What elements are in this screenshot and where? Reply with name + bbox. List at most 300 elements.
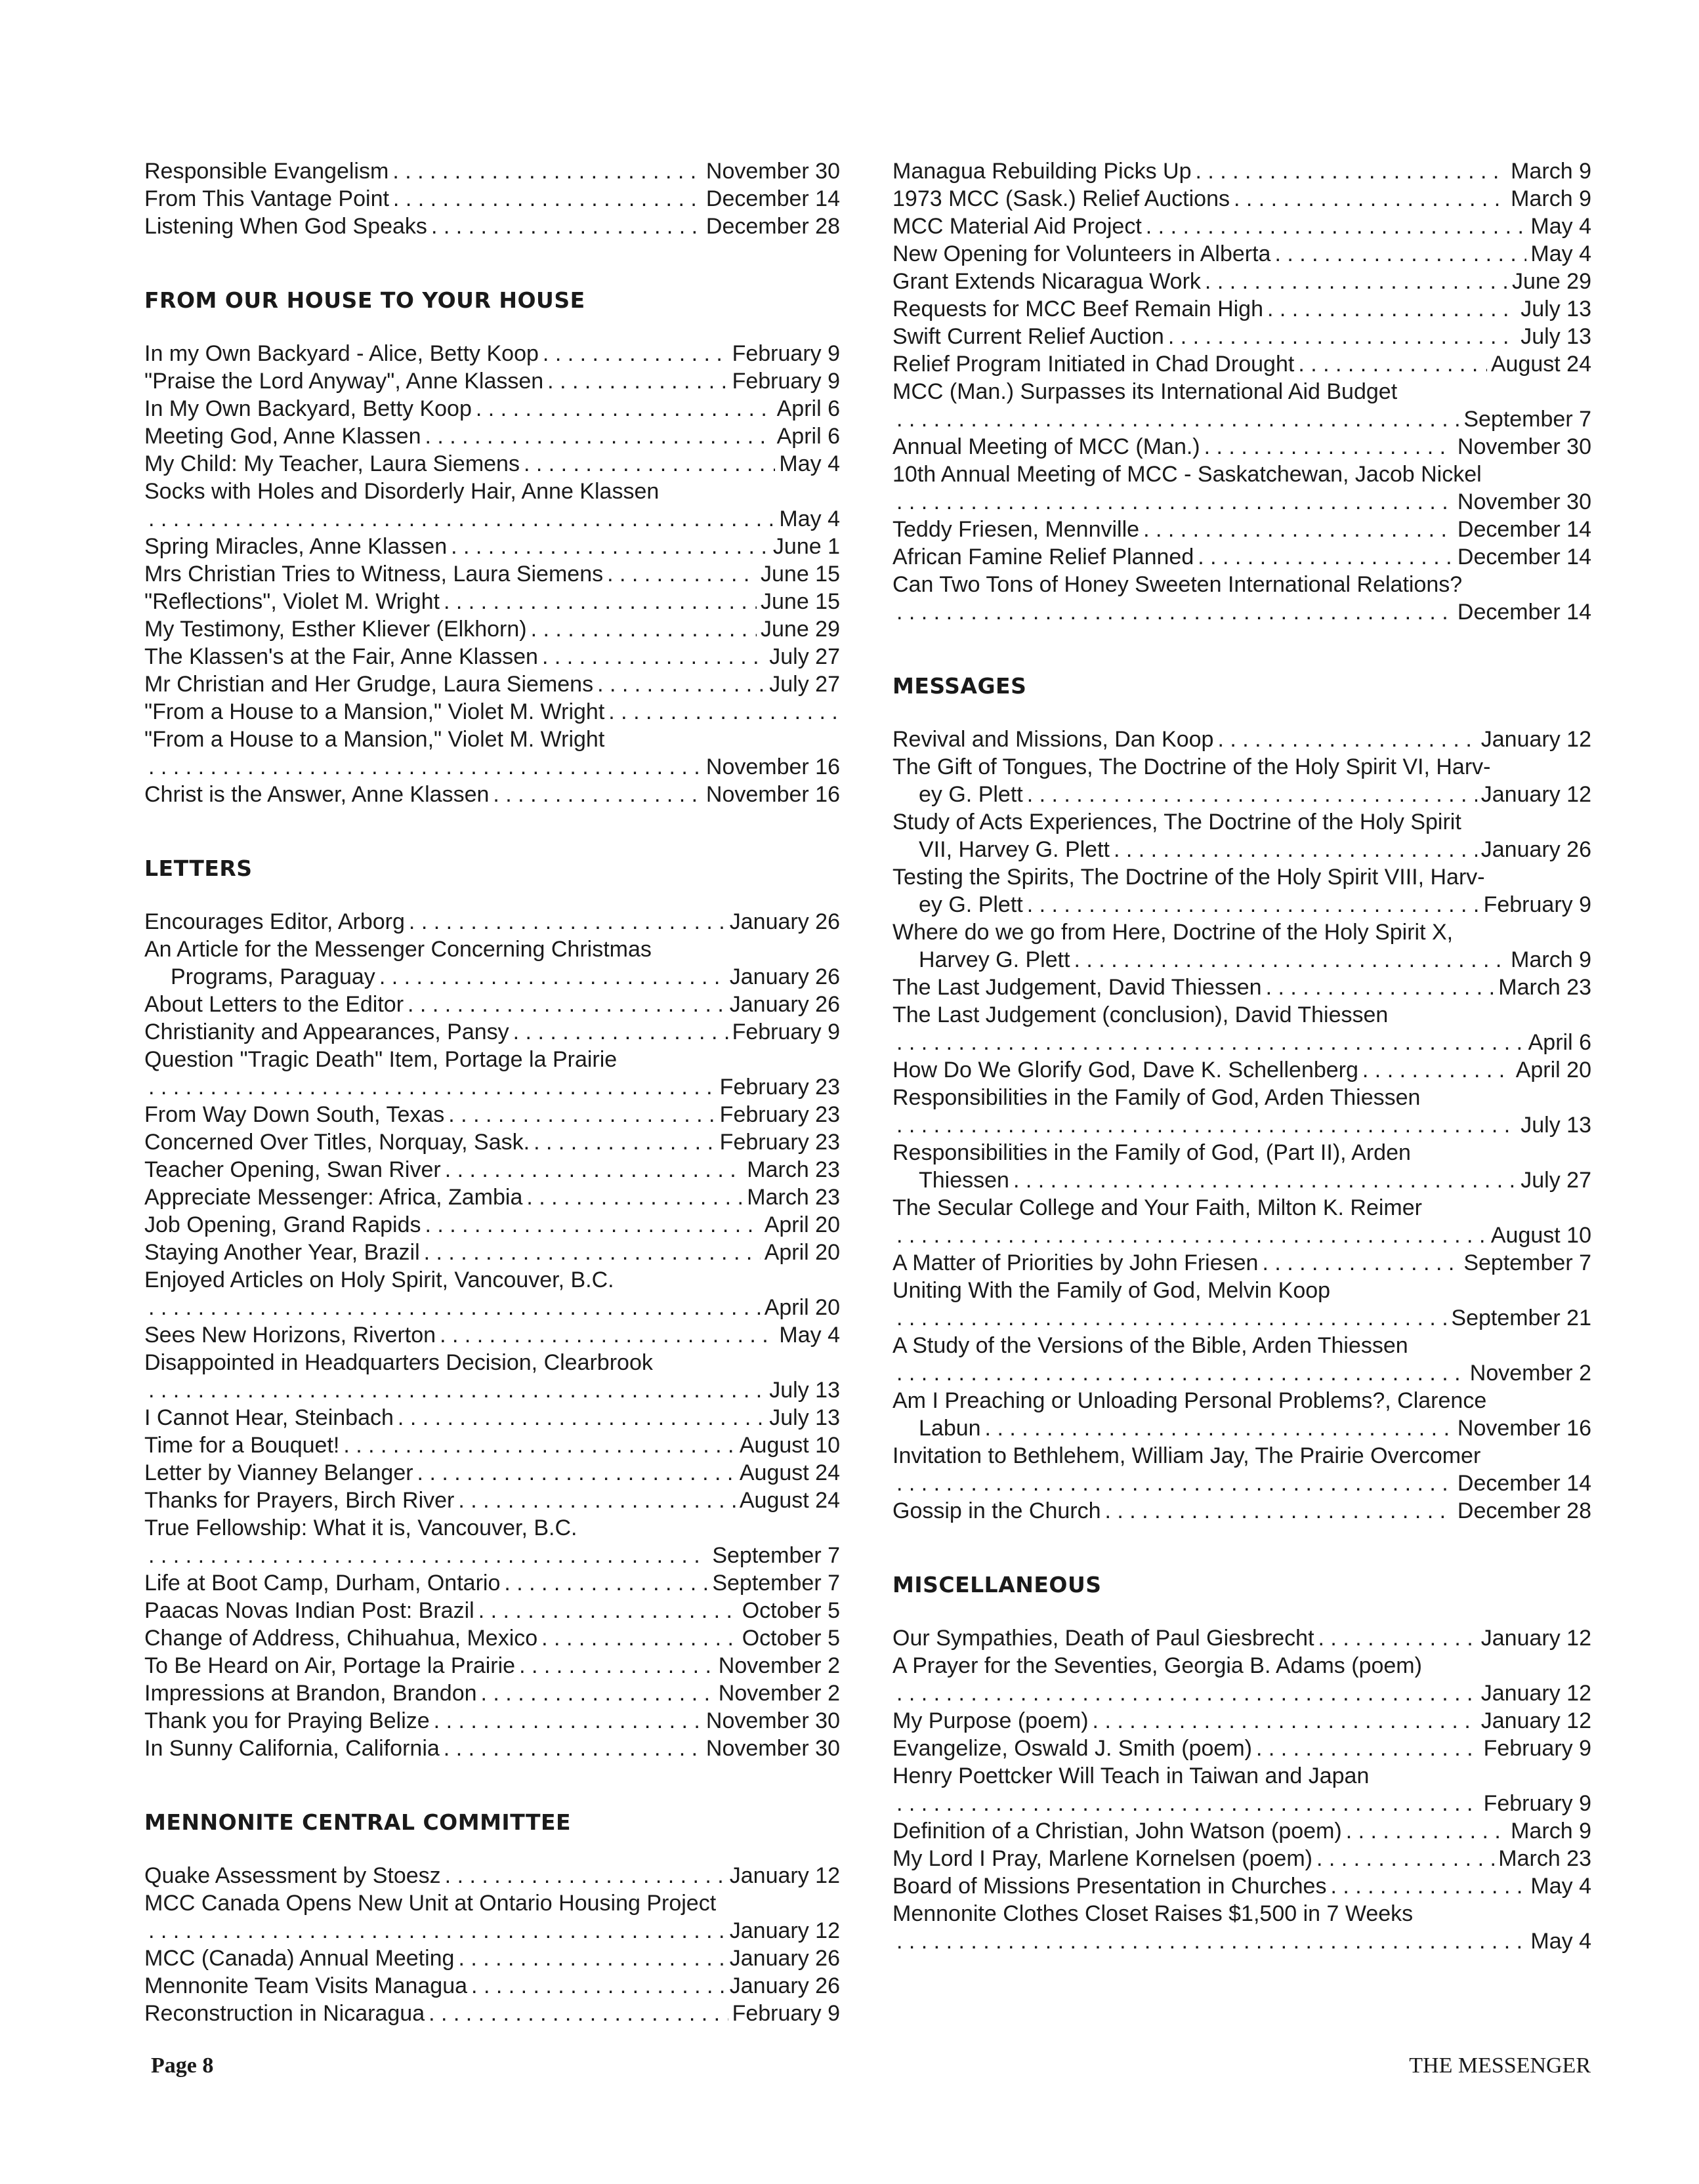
entry-title: Change of Address, Chihuahua, Mexico (144, 1626, 538, 1651)
index-entry (892, 753, 1591, 808)
entry-title: Requests for MCC Beef Remain High (892, 297, 1264, 321)
section-letters (144, 854, 840, 1762)
dot-leader (392, 157, 702, 185)
entry-title: Life at Boot Camp, Durham, Ontario (144, 1571, 501, 1596)
entry-title: Time for a Bouquet! (144, 1433, 340, 1458)
entry-issue-date: September 7 (1463, 407, 1591, 432)
entry-title: Harvey G. Plett (919, 947, 1070, 972)
section-left-continued (144, 157, 840, 240)
entry-issue-date: May 4 (779, 506, 840, 531)
entry-issue-date: August 10 (739, 1433, 840, 1458)
dot-leader (148, 505, 775, 533)
entry-title: Christianity and Appearances, Pansy (144, 1020, 509, 1044)
entry-issue-date: March 9 (1511, 1819, 1591, 1844)
index-entry (144, 1889, 840, 1945)
entry-issue-date: January 12 (1480, 1626, 1591, 1651)
entry-title: My Purpose (poem) (892, 1708, 1089, 1733)
index-entry (144, 340, 840, 367)
entry-title-line: Responsibilities in the Family of God, Arden Thiessen (892, 1085, 1421, 1110)
entry-issue-date: June 15 (761, 562, 840, 587)
entry-title-line: A Prayer for the Seventies, Georgia B. Adams (poem) (892, 1653, 1422, 1678)
dot-leader (1298, 350, 1487, 378)
index-entry (144, 1514, 840, 1569)
entry-issue-date: November 30 (1457, 434, 1591, 459)
entry-issue-date: February 9 (1483, 1736, 1591, 1761)
dot-leader (1146, 213, 1527, 240)
entry-title: Quake Assessment by Stoesz (144, 1863, 441, 1888)
index-entry (144, 781, 840, 808)
dot-leader (542, 643, 765, 670)
index-entry (144, 936, 840, 991)
index-entry (144, 1862, 840, 1889)
entry-title: Gossip in the Church (892, 1498, 1101, 1523)
entry-issue-date: March 23 (747, 1157, 840, 1182)
entry-title-line: Socks with Holes and Disorderly Hair, Anne Klassen (144, 479, 660, 504)
entry-title-line: The Secular College and Your Faith, Milton K. Reimer (892, 1195, 1422, 1220)
index-entry (892, 213, 1591, 240)
dot-leader (985, 1414, 1454, 1442)
entry-issue-date: January 26 (1480, 837, 1591, 862)
index-entry (892, 1332, 1591, 1387)
dot-leader (896, 1790, 1480, 1817)
entry-title: Christ is the Answer, Anne Klassen (144, 782, 490, 807)
entry-title: Teddy Friesen, Mennville (892, 517, 1140, 542)
index-entry (144, 157, 840, 185)
entry-issue-date: December 14 (1457, 600, 1591, 625)
entry-title: Thanks for Prayers, Birch River (144, 1488, 455, 1513)
index-entry (892, 863, 1591, 918)
entry-title: Encourages Editor, Arborg (144, 909, 405, 934)
dot-leader (429, 2000, 728, 2027)
entry-list (144, 157, 840, 240)
entry-title: MCC (Canada) Annual Meeting (144, 1946, 455, 1971)
index-entry (144, 213, 840, 240)
entry-title: The Last Judgement, David Thiessen (892, 975, 1262, 1000)
entry-title: Revival and Missions, Dan Koop (892, 727, 1214, 752)
index-entry (892, 350, 1591, 378)
dot-leader (440, 1321, 775, 1349)
dot-leader (1198, 543, 1454, 571)
dot-leader (896, 1679, 1477, 1707)
entry-title-line: The Last Judgement (conclusion), David Thiessen (892, 1002, 1389, 1027)
entry-title-line: MCC (Man.) Surpasses its International Aid Budget (892, 379, 1398, 404)
index-entry (144, 908, 840, 936)
index-entry (144, 1945, 840, 1972)
dot-leader (1195, 157, 1507, 185)
index-entry (144, 1239, 840, 1266)
dot-leader (478, 1597, 738, 1624)
dot-leader (448, 1101, 715, 1128)
index-entry (892, 726, 1591, 753)
dot-leader (1105, 1497, 1454, 1525)
index-entry (892, 1001, 1591, 1056)
index-entry (144, 1184, 840, 1211)
entry-title: Evangelize, Oswald J. Smith (poem) (892, 1736, 1252, 1761)
entry-issue-date: October 5 (742, 1626, 840, 1651)
dot-leader (424, 1239, 761, 1266)
entry-issue-date: August 24 (739, 1488, 840, 1513)
entry-title-line: "From a House to a Mansion," Violet M. Wright (144, 727, 605, 752)
entry-title: In Sunny California, California (144, 1736, 440, 1761)
entry-title-line: 10th Annual Meeting of MCC - Saskatchewan, Jacob Nickel (892, 462, 1482, 487)
index-entry (144, 615, 840, 643)
dot-leader (148, 753, 702, 781)
entry-title: The Klassen's at the Fair, Anne Klassen (144, 644, 538, 669)
entry-title-line: Can Two Tons of Honey Sweeten International Relations? (892, 572, 1463, 597)
entry-issue-date: November 2 (718, 1681, 840, 1706)
entry-issue-date: September 7 (712, 1571, 840, 1596)
entry-title: Thiessen (919, 1168, 1009, 1193)
entry-title: Letter by Vianney Belanger (144, 1460, 413, 1485)
entry-issue-date: January 26 (729, 964, 840, 989)
entry-title: My Child: My Teacher, Laura Siemens (144, 451, 520, 476)
index-entry (144, 1569, 840, 1597)
entry-issue-date: July 27 (1521, 1168, 1591, 1193)
index-entry (892, 1277, 1591, 1332)
section-messages (892, 672, 1591, 1525)
dot-leader (148, 1376, 765, 1404)
dot-leader (1217, 726, 1477, 753)
entry-issue-date: August 24 (739, 1460, 840, 1485)
entry-issue-date: November 30 (705, 1736, 840, 1761)
index-entry (144, 533, 840, 560)
dot-leader (445, 1156, 744, 1184)
entry-title: ey G. Plett (919, 782, 1023, 807)
dot-leader (445, 1862, 726, 1889)
entry-title: Spring Miracles, Anne Klassen (144, 534, 448, 559)
index-entry (892, 1084, 1591, 1139)
dot-leader (431, 213, 702, 240)
entry-issue-date: November 16 (1457, 1416, 1591, 1441)
page-number: Page 8 (151, 2053, 214, 2078)
entry-issue-date: September 21 (1451, 1306, 1591, 1330)
entry-title-line: True Fellowship: What it is, Vancouver, B.C. (144, 1515, 577, 1540)
index-entry (144, 670, 840, 698)
index-entry (892, 1762, 1591, 1817)
entry-title: About Letters to the Editor (144, 992, 404, 1017)
entry-issue-date: March 23 (1498, 1846, 1591, 1871)
entry-title: My Lord I Pray, Marlene Kornelsen (poem) (892, 1846, 1312, 1871)
index-entry (892, 543, 1591, 571)
entry-title: Sees New Horizons, Riverton (144, 1323, 436, 1348)
index-entry (144, 1459, 840, 1487)
index-entry (144, 1404, 840, 1432)
entry-issue-date: October 5 (742, 1598, 840, 1623)
index-entry (892, 1872, 1591, 1900)
index-entry (892, 808, 1591, 863)
dot-leader (1013, 1166, 1517, 1194)
dot-leader (148, 1917, 726, 1945)
index-entry (144, 1735, 840, 1762)
entry-issue-date: February 23 (719, 1102, 840, 1127)
index-entry (144, 588, 840, 615)
index-entry (892, 1139, 1591, 1194)
dot-leader (1267, 295, 1517, 323)
entry-issue-date: July 27 (769, 672, 840, 697)
entry-list (144, 908, 840, 1762)
entry-title: In my Own Backyard - Alice, Betty Koop (144, 341, 539, 366)
entry-issue-date: September 7 (1463, 1250, 1591, 1275)
section-mennonite-central-committee (144, 1808, 840, 2027)
index-entry (892, 1442, 1591, 1497)
entry-title-line: A Study of the Versions of the Bible, Arden Thiessen (892, 1333, 1408, 1358)
entry-title-line: An Article for the Messenger Concerning Christmas (144, 937, 652, 962)
entry-issue-date: May 4 (1530, 214, 1591, 239)
index-entry (892, 516, 1591, 543)
entry-issue-date: April 6 (776, 424, 840, 449)
dot-leader (148, 1294, 761, 1321)
dot-leader (148, 1542, 708, 1569)
entry-issue-date: January 26 (729, 992, 840, 1017)
entry-issue-date: August 24 (1490, 352, 1591, 377)
entry-title: Programs, Paraguay (171, 964, 375, 989)
entry-title: Relief Program Initiated in Chad Drought (892, 352, 1295, 377)
entry-title: From This Vantage Point (144, 186, 389, 211)
entry-title: Listening When God Speaks (144, 214, 427, 239)
section-right-continued (892, 157, 1591, 626)
dot-leader (425, 1211, 760, 1239)
dot-leader (1205, 268, 1508, 295)
dot-leader (458, 1945, 725, 1972)
dot-leader (896, 1111, 1517, 1139)
index-entry (892, 323, 1591, 350)
dot-leader (425, 422, 773, 450)
entry-issue-date: July 13 (769, 1405, 840, 1430)
dot-leader (417, 1459, 736, 1487)
dot-leader (896, 1304, 1447, 1332)
entry-issue-date: January 26 (729, 909, 840, 934)
dot-leader (1234, 185, 1507, 213)
entry-title: Grant Extends Nicaragua Work (892, 269, 1201, 294)
dot-leader (896, 1470, 1454, 1497)
dot-leader (434, 1707, 702, 1735)
entry-issue-date: March 23 (747, 1185, 840, 1210)
entry-title: Our Sympathies, Death of Paul Giesbrecht (892, 1626, 1314, 1651)
index-entry (892, 295, 1591, 323)
index-entry (144, 1101, 840, 1128)
entry-title: Meeting God, Anne Klassen (144, 424, 421, 449)
entry-issue-date: April 20 (764, 1240, 840, 1265)
entry-title-line: Am I Preaching or Unloading Personal Problems?, Clarence (892, 1388, 1487, 1413)
entry-issue-date: February 23 (719, 1075, 840, 1100)
index-entry (892, 571, 1591, 626)
dot-leader (543, 340, 728, 367)
entry-issue-date: February 9 (732, 1020, 840, 1044)
entry-title: ey G. Plett (919, 892, 1023, 917)
entry-list (144, 1862, 840, 2027)
dot-leader (451, 533, 769, 560)
section-from-our-house-to-your-house (144, 286, 840, 808)
dot-leader (896, 1222, 1487, 1249)
index-entry (144, 643, 840, 670)
index-entry (144, 698, 840, 726)
entry-issue-date: February 9 (1483, 1791, 1591, 1816)
entry-issue-date: July 13 (1521, 324, 1591, 349)
dot-leader (1027, 891, 1480, 918)
dot-leader (1168, 323, 1517, 350)
index-entry (892, 378, 1591, 433)
entry-issue-date: March 9 (1511, 947, 1591, 972)
entry-issue-date: November 16 (705, 754, 840, 779)
index-entry (144, 991, 840, 1018)
dot-leader (534, 1128, 716, 1156)
index-entry (144, 1679, 840, 1707)
dot-leader (398, 1404, 765, 1432)
entry-issue-date: September 7 (712, 1543, 840, 1568)
entry-title: Mrs Christian Tries to Witness, Laura Siemens (144, 562, 604, 587)
entry-title: VII, Harvey G. Plett (919, 837, 1110, 862)
entry-issue-date: January 12 (1480, 782, 1591, 807)
entry-title: Managua Rebuilding Picks Up (892, 159, 1192, 184)
dot-leader (896, 1927, 1526, 1955)
dot-leader (1318, 1624, 1477, 1652)
dot-leader (1262, 1249, 1459, 1277)
entry-list (144, 340, 840, 808)
index-entry (892, 240, 1591, 268)
entry-title-line: The Gift of Tongues, The Doctrine of the Holy Spirit VI, Harv- (892, 754, 1491, 779)
entry-title: African Famine Relief Planned (892, 545, 1194, 569)
index-entry (892, 157, 1591, 185)
dot-leader (896, 488, 1454, 516)
dot-leader (1093, 1707, 1477, 1735)
index-entry (144, 1597, 840, 1624)
dot-leader (896, 598, 1454, 626)
dot-leader (526, 1184, 743, 1211)
dot-leader (608, 698, 836, 726)
section-heading: MENNONITE CENTRAL COMMITTEE (144, 1809, 572, 1835)
dot-leader (524, 450, 775, 478)
dot-leader (541, 1624, 738, 1652)
index-entry (144, 560, 840, 588)
entry-title-line: Enjoyed Articles on Holy Spirit, Vancouver, B.C. (144, 1267, 614, 1292)
dot-leader (444, 588, 757, 615)
index-entry (144, 1707, 840, 1735)
entry-title: Paacas Novas Indian Post: Brazil (144, 1598, 474, 1623)
entry-issue-date: November 30 (705, 159, 840, 184)
index-entry (144, 395, 840, 422)
dot-leader (531, 615, 757, 643)
index-entry (144, 1487, 840, 1514)
entry-title: Job Opening, Grand Rapids (144, 1212, 421, 1237)
index-entry (144, 1156, 840, 1184)
right-column (892, 157, 1591, 1955)
index-entry (144, 1624, 840, 1652)
index-entry (892, 1056, 1591, 1084)
dot-leader (148, 1073, 716, 1101)
entry-title-line: Study of Acts Experiences, The Doctrine of the Holy Spirit (892, 810, 1461, 834)
entry-title-line: Mennonite Clothes Closet Raises $1,500 in 7 Weeks (892, 1901, 1414, 1926)
entry-title: My Testimony, Esther Kliever (Elkhorn) (144, 617, 527, 642)
entry-issue-date: June 1 (772, 534, 840, 559)
index-entry (144, 1432, 840, 1459)
entry-issue-date: January 12 (729, 1863, 840, 1888)
entry-title: Impressions at Brandon, Brandon (144, 1681, 477, 1706)
index-entry (144, 726, 840, 781)
index-entry (892, 1735, 1591, 1762)
dot-leader (519, 1652, 715, 1679)
entry-issue-date: January 26 (729, 1946, 840, 1971)
entry-issue-date: January 12 (729, 1918, 840, 1943)
entry-title-line: Testing the Spirits, The Doctrine of the Holy Spirit VIII, Harv- (892, 865, 1485, 890)
entry-title: Staying Another Year, Brazil (144, 1240, 420, 1265)
entry-issue-date: April 20 (1515, 1058, 1591, 1082)
entry-issue-date: December 14 (705, 186, 840, 211)
dot-leader (1027, 781, 1477, 808)
entry-issue-date: March 9 (1511, 159, 1591, 184)
entry-issue-date: November 30 (1457, 489, 1591, 514)
index-entry (144, 1349, 840, 1404)
entry-title: Responsible Evangelism (144, 159, 389, 184)
index-entry (892, 1817, 1591, 1845)
entry-list (892, 157, 1591, 626)
section-heading: LETTERS (144, 855, 253, 881)
entry-issue-date: June 29 (1512, 269, 1591, 294)
index-entry (892, 1194, 1591, 1249)
entry-title: 1973 MCC (Sask.) Relief Auctions (892, 186, 1230, 211)
dot-leader (513, 1018, 728, 1046)
index-entry (144, 367, 840, 395)
left-column (144, 157, 840, 2027)
entry-title: To Be Heard on Air, Portage la Prairie (144, 1653, 516, 1678)
dot-leader (1204, 433, 1454, 461)
entry-issue-date: April 20 (764, 1212, 840, 1237)
index-entry (892, 918, 1591, 974)
entry-issue-date: May 4 (1530, 241, 1591, 266)
index-entry (144, 185, 840, 213)
entry-title: Appreciate Messenger: Africa, Zambia (144, 1185, 523, 1210)
dot-leader (547, 367, 728, 395)
entry-title: Definition of a Christian, John Watson (poem) (892, 1819, 1342, 1844)
index-entry (892, 1387, 1591, 1442)
entry-issue-date: January 12 (1480, 727, 1591, 752)
section-heading: FROM OUR HOUSE TO YOUR HOUSE (144, 287, 585, 313)
dot-leader (481, 1679, 715, 1707)
entry-title: Thank you for Praying Belize (144, 1708, 430, 1733)
entry-title: "Praise the Lord Anyway", Anne Klassen (144, 369, 544, 394)
dot-leader (896, 1359, 1466, 1387)
dot-leader (1256, 1735, 1480, 1762)
entry-title: How Do We Glorify God, Dave K. Schellenberg (892, 1058, 1358, 1082)
index-entry (144, 1652, 840, 1679)
entry-title: "Reflections", Violet M. Wright (144, 589, 440, 614)
index-entry (892, 1497, 1591, 1525)
entry-title: Mr Christian and Her Grudge, Laura Siemens (144, 672, 594, 697)
entry-title-line: Invitation to Bethlehem, William Jay, The Prairie Overcomer (892, 1443, 1481, 1468)
entry-issue-date: February 9 (732, 341, 840, 366)
index-entry (144, 422, 840, 450)
index-entry (144, 1046, 840, 1101)
index-entry (144, 1211, 840, 1239)
entry-issue-date: April 20 (764, 1295, 840, 1320)
index-entry (144, 1321, 840, 1349)
entry-issue-date: April 6 (1528, 1030, 1591, 1055)
index-entry (144, 1266, 840, 1321)
entry-issue-date: December 14 (1457, 1471, 1591, 1496)
dot-leader (408, 991, 726, 1018)
entry-title: In My Own Backyard, Betty Koop (144, 396, 472, 421)
entry-title: A Matter of Priorities by John Friesen (892, 1250, 1259, 1275)
entry-title: Labun (919, 1416, 981, 1441)
dot-leader (471, 1972, 726, 2000)
entry-issue-date: December 14 (1457, 517, 1591, 542)
dot-leader (1316, 1845, 1494, 1872)
dot-leader (458, 1487, 736, 1514)
index-entry (892, 1249, 1591, 1277)
index-entry (892, 1900, 1591, 1955)
entry-issue-date: November 2 (1469, 1361, 1591, 1386)
entry-issue-date: June 15 (761, 589, 840, 614)
dot-leader (1330, 1872, 1526, 1900)
